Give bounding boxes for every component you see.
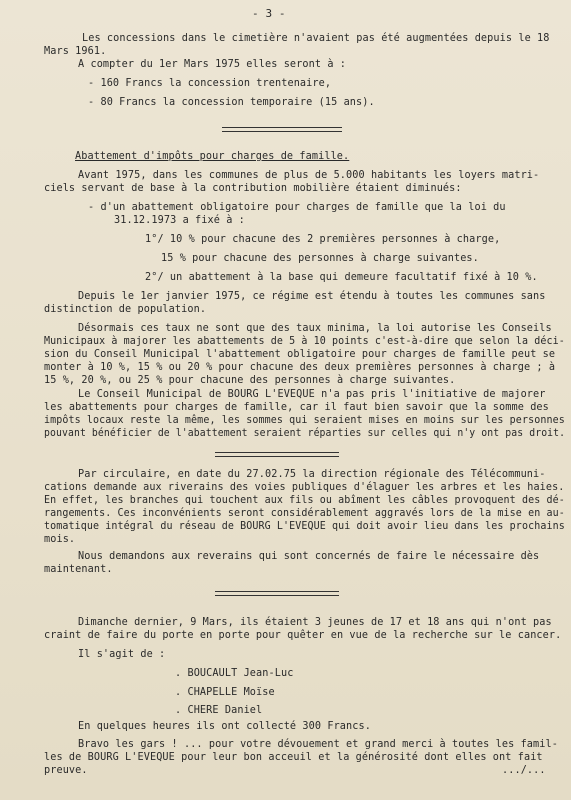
text-line: Mars 1961.: [44, 46, 107, 57]
text-line: Désormais ces taux ne sont que des taux minima, la loi autorise les Conseils: [78, 323, 552, 334]
text-line: les abattements pour charges de famille, car il faut bien savoir que la somme des: [44, 402, 549, 413]
text-line: 15 %, 20 %, ou 25 % pour chacune des personnes à charge suivantes.: [44, 375, 456, 386]
text-line: monter à 10 %, 15 % ou 20 % pour chacune des deux premières personnes à charge ; à: [44, 362, 556, 373]
text-line: Municipaux à majorer les abattements de 5 à 10 points c'est-à-dire que selon la déci-: [44, 336, 565, 347]
text-line: Les concessions dans le cimetière n'avaient pas été augmentées depuis le 18: [82, 33, 550, 44]
text-line: ciels servant de base à la contribution mobilière étaient diminués:: [44, 183, 462, 194]
separator: [222, 131, 342, 132]
separator: [215, 595, 339, 596]
text-line: 1°/ 10 % pour chacune des 2 premières personnes à charge,: [145, 234, 501, 245]
text-line: Dimanche dernier, 9 Mars, ils étaient 3 jeunes de 17 et 18 ans qui n'ont pas: [78, 617, 552, 628]
name-item: . CHAPELLE Moïse: [175, 687, 275, 698]
text-line: sion du Conseil Municipal l'abattement obligatoire pour charges de famille peut se: [44, 349, 556, 360]
separator: [222, 127, 342, 128]
text-line: En effet, les branches qui touchent aux fils ou abîment les câbles provoquent des dé-: [44, 495, 565, 506]
list-item: - 80 Francs la concession temporaire (15 ans).: [88, 97, 375, 108]
text-line: distinction de population.: [44, 304, 207, 315]
text-line: Il s'agit de :: [78, 649, 166, 660]
text-line: En quelques heures ils ont collecté 300 Francs.: [78, 721, 371, 732]
text-line: 2°/ un abattement à la base qui demeure facultatif fixé à 10 %.: [145, 272, 538, 283]
text-line: tomatique intégral du réseau de BOURG L'EVEQUE qui doit avoir lieu dans les prochains: [44, 521, 565, 532]
text-line: Le Conseil Municipal de BOURG L'EVEQUE n'a pas pris l'initiative de majorer: [78, 389, 546, 400]
text-line: Avant 1975, dans les communes de plus de 5.000 habitants les loyers matri-: [78, 170, 540, 181]
text-line: craint de faire du porte en porte pour quêter en vue de la recherche sur le cancer.: [44, 630, 562, 641]
text-line: 15 % pour chacune des personnes à charge suivantes.: [161, 253, 479, 264]
list-item: - d'un abattement obligatoire pour charges de famille que la loi du: [88, 202, 506, 213]
text-line: Par circulaire, en date du 27.02.75 la direction régionale des Télécommuni-: [78, 469, 546, 480]
page-number: - 3 -: [252, 7, 286, 20]
separator: [215, 591, 339, 592]
text-line: Depuis le 1er janvier 1975, ce régime est étendu à toutes les communes sans: [78, 291, 546, 302]
text-line: 31.12.1973 a fixé à :: [114, 215, 245, 226]
section-title: Abattement d'impôts pour charges de famille.: [75, 151, 350, 162]
text-line: A compter du 1er Mars 1975 elles seront à :: [78, 59, 347, 70]
text-line: impôts locaux reste la même, les sommes qui seraient mises en moins sur les personnes: [44, 415, 565, 426]
text-line: mois.: [44, 534, 76, 545]
text-line: cations demande aux riverains des voies publiques d'élaguer les arbres et les haies.: [44, 482, 565, 493]
text-line: rangements. Ces inconvénients seront considérablement aggravés lors de la mise en au-: [44, 508, 565, 519]
continuation-mark: .../...: [502, 765, 546, 776]
text-line: preuve.: [44, 765, 88, 776]
separator: [215, 452, 339, 453]
name-item: . BOUCAULT Jean-Luc: [175, 668, 294, 679]
name-item: . CHERE Daniel: [175, 705, 263, 716]
separator: [215, 456, 339, 457]
text-line: maintenant.: [44, 564, 113, 575]
text-line: Bravo les gars ! ... pour votre dévouement et grand merci à toutes les famil-: [78, 739, 558, 750]
text-line: pouvant bénéficier de l'abattement seraient réparties sur celles qui n'y ont pas droit.: [44, 428, 566, 439]
list-item: - 160 Francs la concession trentenaire,: [88, 78, 332, 89]
text-line: Nous demandons aux reverains qui sont concernés de faire le nécessaire dès: [78, 551, 540, 562]
text-line: les de BOURG L'EVEQUE pour leur bon acceuil et la générosité dont elles ont fait: [44, 752, 543, 763]
